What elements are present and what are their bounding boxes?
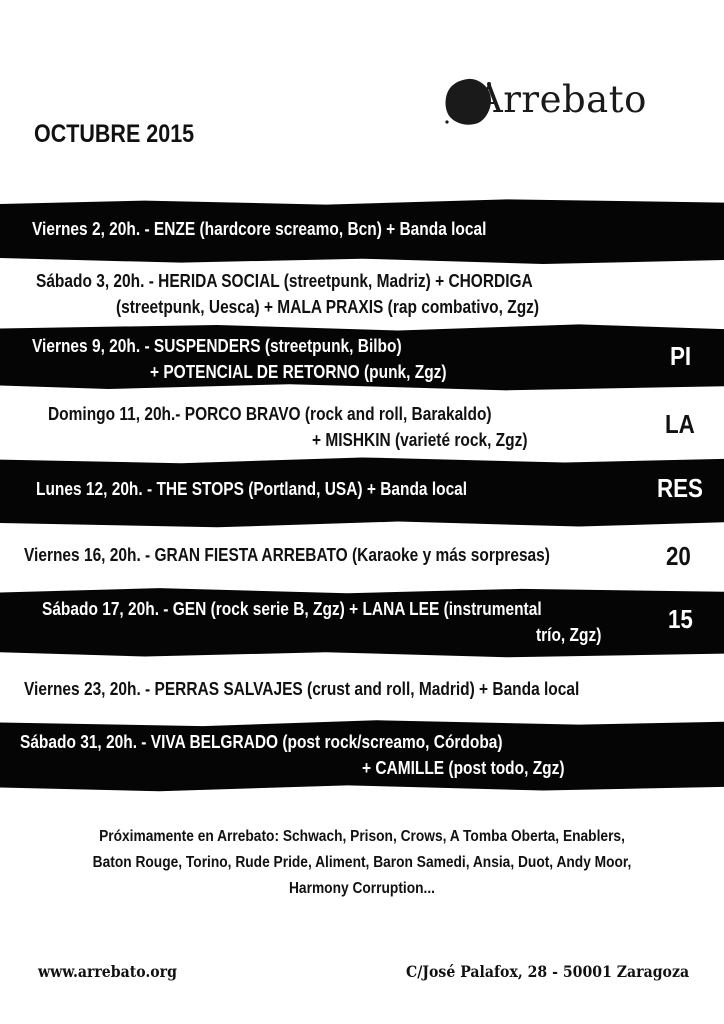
event-item-continued: + POTENCIAL DE RETORNO (punk, Zgz) [150,362,447,382]
side-word: LA [665,409,695,439]
side-word: 20 [666,541,691,571]
event-item-continued: (streetpunk, Uesca) + MALA PRAXIS (rap combativo, Zgz) [116,297,540,317]
website-link[interactable]: www.arrebato.org [38,962,177,981]
arrebato-logo [442,76,672,128]
side-word: 15 [668,604,693,634]
event-item: Sábado 17, 20h. - GEN (rock serie B, Zgz) + LANA LEE (instrumental [42,599,542,619]
event-item: Viernes 2, 20h. - ENZE (hardcore screamo, Bcn) + Banda local [32,219,487,239]
event-item-continued: + MISHKIN (varieté rock, Zgz) [312,430,528,450]
event-item: Sábado 3, 20h. - HERIDA SOCIAL (streetpunk, Madriz) + CHORDIGA [36,271,533,291]
event-item-continued: trío, Zgz) [536,625,602,645]
upcoming-line: Baton Rouge, Torino, Rude Pride, Aliment, Baron Samedi, Ansia, Duot, Andy Moor, [92,854,632,871]
venue-address: C/José Palafox, 28 - 50001 Zaragoza [406,962,690,981]
upcoming-line: Próximamente en Arrebato: Schwach, Prison, Crows, A Tomba Oberta, Enablers, [99,828,625,845]
side-word: RES [657,473,703,503]
logo-wordmark: Arrebato [476,78,647,121]
upcoming-bands [0,824,724,902]
upcoming-line: Harmony Corruption... [288,880,436,897]
event-item: Viernes 9, 20h. - SUSPENDERS (streetpunk, Bilbo) [32,336,402,356]
page-title: OCTUBRE 2015 [34,120,195,148]
event-item: Lunes 12, 20h. - THE STOPS (Portland, USA) + Banda local [36,479,468,499]
event-item: Sábado 31, 20h. - VIVA BELGRADO (post rock/screamo, Córdoba) [20,732,503,752]
event-item-continued: + CAMILLE (post todo, Zgz) [362,758,565,778]
event-item: Viernes 23, 20h. - PERRAS SALVAJES (crust and roll, Madrid) + Banda local [24,679,580,699]
ink-stripe [0,718,724,792]
event-item: Domingo 11, 20h.- PORCO BRAVO (rock and roll, Barakaldo) [48,404,492,424]
ink-stripe [0,586,724,658]
event-item: Viernes 16, 20h. - GRAN FIESTA ARREBATO (Karaoke y más sorpresas) [24,545,550,565]
side-word: PI [670,341,692,371]
